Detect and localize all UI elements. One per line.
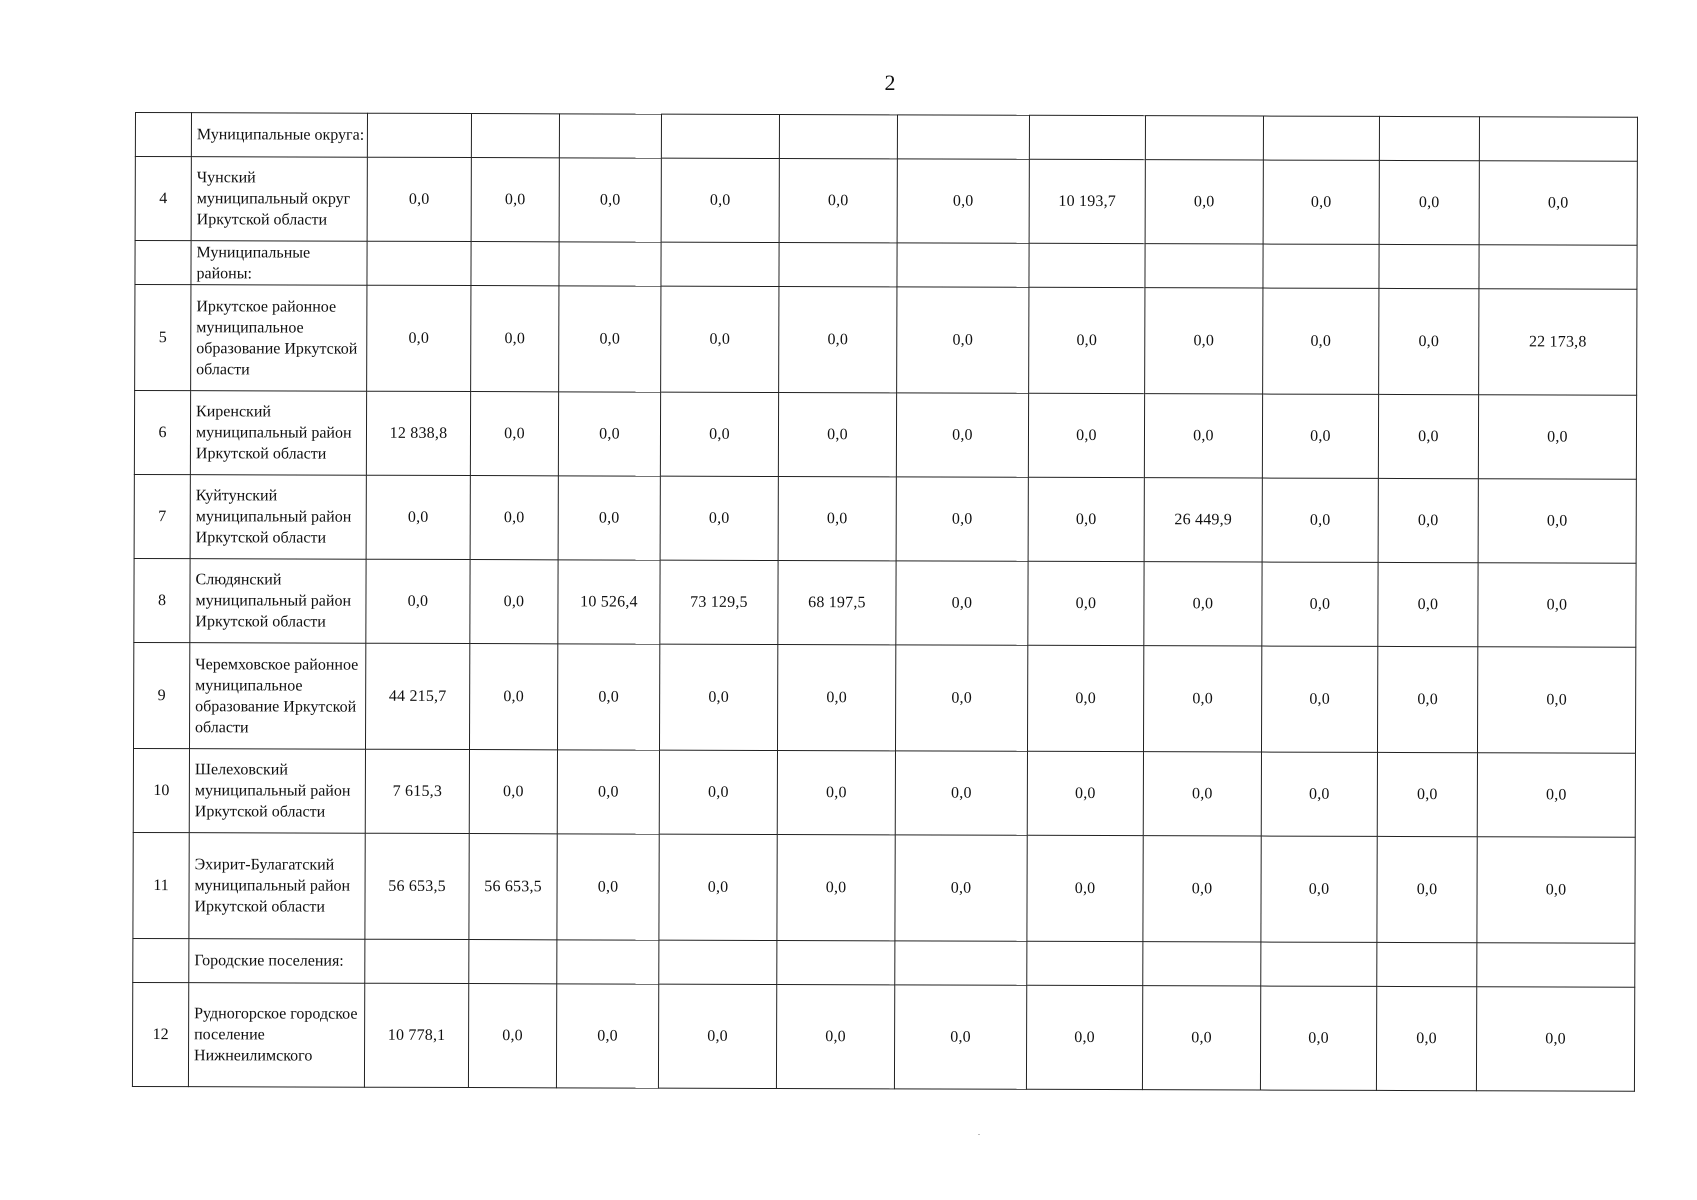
value-cell-col-6: 0,0 [894, 985, 1026, 1089]
value-cell-col-5: 68 197,5 [778, 561, 896, 645]
value-cell-col-11 [1477, 943, 1635, 987]
value-cell-col-4: 73 129,5 [660, 560, 778, 644]
value-cell-col-4 [659, 940, 777, 984]
municipality-name-cell: Эхирит-Булагатский муниципальный район Иркутской области [189, 833, 365, 940]
value-cell-col-6: 0,0 [897, 159, 1029, 243]
table-row [134, 391, 1636, 480]
value-cell-col-4 [661, 114, 779, 158]
table-row [134, 558, 1636, 647]
value-cell-col-3: 0,0 [556, 984, 658, 1088]
municipality-name-cell: Черемховское районное муниципальное образование Иркутской области [190, 643, 366, 750]
value-cell-col-9: 0,0 [1261, 752, 1377, 836]
value-cell-col-6 [897, 243, 1029, 287]
value-cell-col-10: 0,0 [1377, 836, 1477, 942]
row-number-cell: 5 [135, 285, 191, 391]
table-body [132, 113, 1637, 1092]
table-row [135, 285, 1637, 396]
value-cell-col-11 [1479, 117, 1637, 161]
row-number-cell: 7 [134, 474, 190, 558]
value-cell-col-2: 0,0 [468, 984, 556, 1088]
value-cell-col-8: 0,0 [1145, 160, 1263, 244]
table-row [133, 832, 1635, 943]
value-cell-col-4: 0,0 [660, 476, 778, 560]
value-cell-col-11: 0,0 [1477, 837, 1635, 943]
value-cell-col-1: 7 615,3 [365, 749, 469, 833]
municipality-name-cell: Слюдянский муниципальный район Иркутской области [190, 559, 366, 644]
value-cell-col-3: 0,0 [558, 476, 660, 560]
value-cell-col-2 [471, 114, 559, 158]
value-cell-col-8: 0,0 [1144, 394, 1262, 478]
value-cell-col-11: 0,0 [1478, 479, 1636, 563]
value-cell-col-4: 0,0 [659, 834, 777, 940]
value-cell-col-10: 0,0 [1377, 752, 1477, 836]
table-row [135, 157, 1637, 246]
value-cell-col-2: 0,0 [471, 158, 559, 242]
value-cell-col-6: 0,0 [896, 477, 1028, 561]
value-cell-col-1: 0,0 [366, 475, 470, 559]
value-cell-col-9: 0,0 [1260, 986, 1376, 1090]
value-cell-col-2: 56 653,5 [469, 834, 557, 940]
value-cell-col-7: 10 193,7 [1029, 159, 1145, 243]
value-cell-col-2: 0,0 [471, 286, 559, 392]
row-number-cell [135, 241, 191, 285]
value-cell-col-9: 0,0 [1261, 646, 1377, 752]
value-cell-col-5: 0,0 [777, 835, 895, 941]
value-cell-col-8: 0,0 [1145, 288, 1263, 394]
value-cell-col-8: 0,0 [1144, 562, 1262, 646]
value-cell-col-7: 0,0 [1028, 393, 1144, 477]
value-cell-col-9: 0,0 [1263, 288, 1379, 394]
value-cell-col-11: 0,0 [1479, 161, 1637, 245]
value-cell-col-2: 0,0 [469, 750, 557, 834]
value-cell-col-4: 0,0 [658, 984, 776, 1088]
value-cell-col-6: 0,0 [897, 287, 1029, 393]
section-title-cell: Муниципальные районы: [191, 241, 367, 286]
value-cell-col-11: 22 173,8 [1479, 289, 1637, 395]
value-cell-col-10 [1377, 942, 1477, 986]
value-cell-col-5: 0,0 [778, 477, 896, 561]
value-cell-col-10: 0,0 [1378, 478, 1478, 562]
value-cell-col-1: 12 838,8 [366, 391, 470, 475]
value-cell-col-1: 44 215,7 [365, 643, 469, 749]
table-row [134, 474, 1636, 563]
value-cell-col-2: 0,0 [470, 560, 558, 644]
value-cell-col-3: 0,0 [557, 644, 659, 750]
municipality-name-cell: Иркутское районное муниципальное образование Иркутской области [191, 285, 367, 392]
municipality-name-cell: Куйтунский муниципальный район Иркутской области [190, 475, 366, 560]
value-cell-col-10 [1379, 116, 1479, 160]
value-cell-col-1 [367, 113, 471, 157]
section-header-row [135, 241, 1637, 290]
value-cell-col-8 [1143, 942, 1261, 986]
value-cell-col-2 [469, 940, 557, 984]
value-cell-col-8: 0,0 [1143, 646, 1261, 752]
value-cell-col-7: 0,0 [1026, 985, 1142, 1089]
value-cell-col-6: 0,0 [896, 561, 1028, 645]
value-cell-col-10: 0,0 [1376, 986, 1476, 1090]
value-cell-col-3 [559, 242, 661, 286]
value-cell-col-1 [365, 939, 469, 983]
value-cell-col-11: 0,0 [1477, 753, 1635, 837]
value-cell-col-1: 0,0 [367, 157, 471, 241]
value-cell-col-9: 0,0 [1263, 160, 1379, 244]
row-number-cell [133, 938, 189, 982]
value-cell-col-3 [557, 940, 659, 984]
value-cell-col-7 [1027, 941, 1143, 985]
value-cell-col-8 [1145, 244, 1263, 288]
value-cell-col-1 [367, 241, 471, 285]
value-cell-col-7: 0,0 [1027, 645, 1143, 751]
value-cell-col-7: 0,0 [1028, 561, 1144, 645]
value-cell-col-5: 0,0 [779, 159, 897, 243]
value-cell-col-8: 0,0 [1143, 836, 1261, 942]
value-cell-col-5: 0,0 [777, 645, 895, 751]
value-cell-col-1: 0,0 [367, 285, 471, 391]
value-cell-col-9: 0,0 [1261, 836, 1377, 942]
value-cell-col-10 [1379, 244, 1479, 288]
row-number-cell: 10 [133, 748, 189, 832]
table-row [134, 642, 1636, 753]
value-cell-col-7: 0,0 [1028, 477, 1144, 561]
scan-artifact [978, 1134, 980, 1135]
value-cell-col-6: 0,0 [895, 835, 1027, 941]
value-cell-col-9: 0,0 [1262, 562, 1378, 646]
row-number-cell: 8 [134, 558, 190, 642]
value-cell-col-3 [559, 114, 661, 158]
budget-table [132, 112, 1638, 1092]
value-cell-col-8: 0,0 [1142, 986, 1260, 1090]
value-cell-col-10: 0,0 [1379, 160, 1479, 244]
municipality-name-cell: Чунский муниципальный округ Иркутской области [191, 157, 367, 242]
row-number-cell: 11 [133, 832, 189, 938]
value-cell-col-3: 0,0 [559, 158, 661, 242]
value-cell-col-4: 0,0 [660, 392, 778, 476]
value-cell-col-10: 0,0 [1378, 394, 1478, 478]
value-cell-col-10: 0,0 [1379, 288, 1479, 394]
municipality-name-cell: Киренский муниципальный район Иркутской области [190, 391, 366, 476]
value-cell-col-5: 0,0 [779, 287, 897, 393]
value-cell-col-6: 0,0 [895, 645, 1027, 751]
value-cell-col-3: 0,0 [557, 750, 659, 834]
value-cell-col-5: 0,0 [777, 751, 895, 835]
value-cell-col-2: 0,0 [469, 644, 557, 750]
value-cell-col-4: 0,0 [661, 286, 779, 392]
value-cell-col-8 [1145, 116, 1263, 160]
section-title-cell: Городские поселения: [189, 939, 365, 984]
municipality-name-cell: Шелеховский муниципальный район Иркутской области [189, 749, 365, 834]
value-cell-col-8: 0,0 [1143, 752, 1261, 836]
row-number-cell: 4 [135, 157, 191, 241]
value-cell-col-4: 0,0 [661, 158, 779, 242]
page-number: 2 [884, 70, 896, 95]
value-cell-col-6: 0,0 [895, 751, 1027, 835]
value-cell-col-4: 0,0 [659, 750, 777, 834]
row-number-cell: 6 [134, 391, 190, 475]
value-cell-col-7: 0,0 [1029, 287, 1145, 393]
row-number-cell [135, 113, 191, 157]
row-number-cell: 9 [134, 642, 190, 748]
value-cell-col-5: 0,0 [778, 393, 896, 477]
municipality-name-cell: Рудногорское городское поселение Нижнеилимского [188, 983, 364, 1088]
section-title-cell: Муниципальные округа: [191, 113, 367, 158]
value-cell-col-6: 0,0 [896, 393, 1028, 477]
value-cell-col-2 [471, 242, 559, 286]
value-cell-col-3: 0,0 [559, 286, 661, 392]
value-cell-col-10: 0,0 [1377, 646, 1477, 752]
value-cell-col-11: 0,0 [1476, 987, 1634, 1091]
value-cell-col-11: 0,0 [1477, 647, 1635, 753]
value-cell-col-3: 10 526,4 [558, 560, 660, 644]
value-cell-col-7: 0,0 [1027, 835, 1143, 941]
value-cell-col-5: 0,0 [776, 985, 894, 1089]
value-cell-col-10: 0,0 [1378, 562, 1478, 646]
value-cell-col-3: 0,0 [558, 392, 660, 476]
value-cell-col-9: 0,0 [1262, 478, 1378, 562]
value-cell-col-3: 0,0 [557, 834, 659, 940]
value-cell-col-5 [779, 243, 897, 287]
value-cell-col-1: 0,0 [366, 559, 470, 643]
value-cell-col-7 [1029, 243, 1145, 287]
table-row [132, 982, 1634, 1091]
table-row [133, 748, 1635, 837]
value-cell-col-1: 56 653,5 [365, 833, 469, 939]
value-cell-col-5 [777, 941, 895, 985]
value-cell-col-4 [661, 242, 779, 286]
value-cell-col-11: 0,0 [1478, 563, 1636, 647]
value-cell-col-5 [779, 115, 897, 159]
value-cell-col-9: 0,0 [1262, 394, 1378, 478]
value-cell-col-7 [1029, 115, 1145, 159]
value-cell-col-4: 0,0 [659, 644, 777, 750]
value-cell-col-11: 0,0 [1478, 395, 1636, 479]
value-cell-col-1: 10 778,1 [364, 983, 468, 1087]
value-cell-col-2: 0,0 [470, 476, 558, 560]
row-number-cell: 12 [132, 982, 188, 1086]
value-cell-col-6 [895, 941, 1027, 985]
value-cell-col-9 [1263, 116, 1379, 160]
value-cell-col-6 [897, 115, 1029, 159]
value-cell-col-9 [1263, 244, 1379, 288]
section-header-row [133, 938, 1635, 987]
section-header-row [135, 113, 1637, 162]
value-cell-col-11 [1479, 245, 1637, 289]
value-cell-col-9 [1261, 942, 1377, 986]
value-cell-col-8: 26 449,9 [1144, 478, 1262, 562]
value-cell-col-7: 0,0 [1027, 751, 1143, 835]
value-cell-col-2: 0,0 [470, 392, 558, 476]
